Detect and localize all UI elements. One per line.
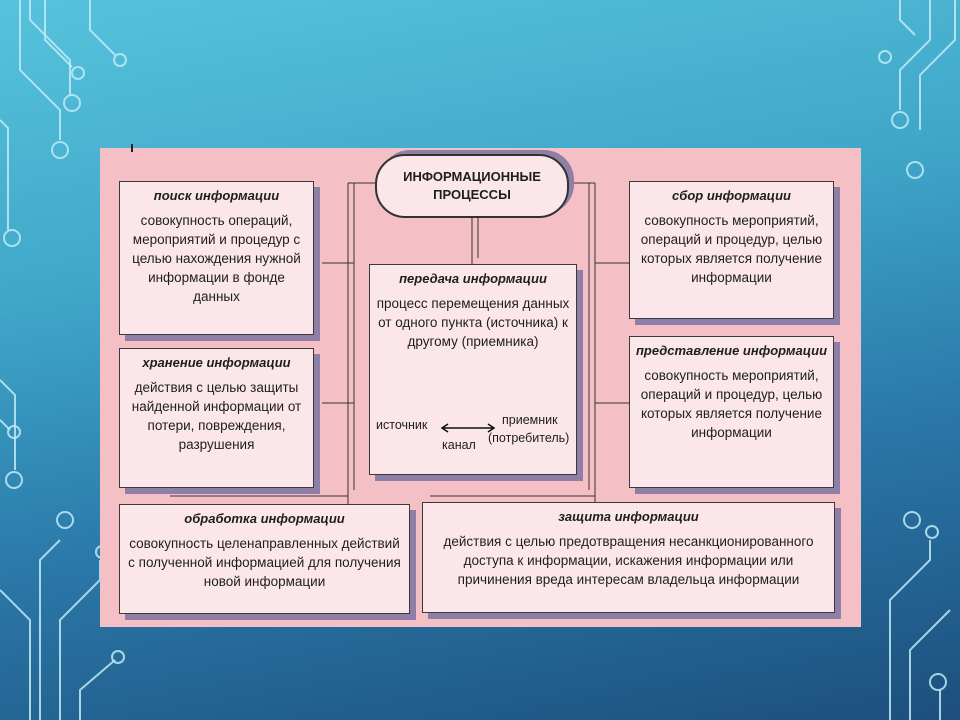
- diagram-title-line-1: ИНФОРМАЦИОННЫЕ: [403, 169, 541, 184]
- search-box: [119, 181, 314, 335]
- channel-label: канал: [442, 438, 476, 452]
- diagram-title-line-2: ПРОЦЕССЫ: [433, 187, 511, 202]
- search-title: поиск информации: [153, 188, 280, 203]
- storage-text: действия с целью защиты найденной информации от потери, повреждения, разрушения: [131, 380, 302, 452]
- representation-box: [629, 336, 834, 488]
- collection-text: совокупность мероприятий, операций и процедур, целью которых является получение информации: [640, 213, 823, 285]
- source-label: источник: [376, 418, 428, 432]
- storage-title: хранение информации: [142, 355, 291, 370]
- protection-text: действия с целью предотвращения несанкционированного доступа к информации, искажения информации или причинения вреда интересам владельца информации: [443, 534, 814, 587]
- consumer-label: (потребитель): [488, 431, 570, 445]
- diagram-title: [375, 154, 569, 218]
- transfer-box: [369, 264, 577, 475]
- collection-title: сбор информации: [672, 188, 791, 203]
- collection-box: [629, 181, 834, 319]
- storage-box: [119, 348, 314, 488]
- processing-text: совокупность целенаправленных действий с полученной информацией для получения новой информации: [128, 536, 401, 589]
- transfer-title: передача информации: [399, 271, 547, 286]
- representation-title: представление информации: [635, 343, 828, 358]
- search-text: совокупность операций, мероприятий и процедур с целью нахождения нужной информации в фонде данных: [132, 213, 301, 304]
- processing-box: [119, 504, 410, 614]
- representation-text: совокупность мероприятий, операций и процедур, целью которых является получение информации: [640, 368, 823, 440]
- receiver-label: приемник: [502, 413, 558, 427]
- protection-title: защита информации: [558, 509, 699, 524]
- transfer-text: процесс перемещения данных от одного пункта (источника) к другому (приемника): [376, 296, 570, 349]
- processing-title: обработка информации: [184, 511, 345, 526]
- diagram-panel: [100, 148, 861, 627]
- protection-box: [422, 502, 835, 613]
